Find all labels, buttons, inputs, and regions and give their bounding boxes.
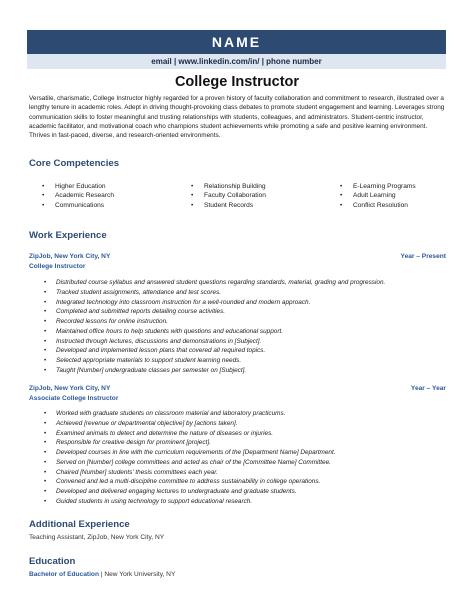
job-role: College Instructor [29, 263, 86, 270]
additional-experience-line: Teaching Assistant, ZipJob, New York City, NY [29, 534, 165, 541]
education-line [29, 571, 175, 578]
duty-item: • Tracked student assignments, attendance and test scores. [44, 288, 444, 298]
job-title: College Instructor [174, 74, 300, 90]
duty-item: • Achieved [revenue or departmental objective] by [actions taken]. [44, 419, 444, 429]
duty-item: • Chaired [Number] students' thesis committees each year. [44, 468, 444, 478]
duty-item: • Served on [Number] college committees and acted as chair of the [Committee Name] Committee. [44, 458, 444, 468]
duty-item: • Developed courses in line with the curriculum requirements of the [Department Name] Department. [44, 448, 444, 458]
job-employer: ZipJob, New York City, NY [29, 253, 111, 260]
competency-item: • Relationship Building [191, 182, 266, 191]
competency-column-3 [340, 182, 416, 210]
section-title-experience: Work Experience [29, 230, 107, 241]
duty-item: • Integrated technology into classroom instruction for a well-rounded and modern approach. [44, 298, 444, 308]
duty-item: • Maintained office hours to help students with questions and educational support. [44, 327, 444, 337]
job-dates: Year – Year [410, 385, 446, 392]
competency-item: • Conflict Resolution [340, 201, 416, 210]
duty-item: • Examined animals to detect and determine the nature of diseases or injuries. [44, 429, 444, 439]
contact-line: email | www.linkedin.com/in/ | phone number [27, 54, 446, 69]
competency-item: • Adult Learning [340, 191, 416, 200]
duty-item: • Instructed through lectures, discussions and demonstrations in [Subject]. [44, 337, 444, 347]
competency-item: • E-Learning Programs [340, 182, 416, 191]
section-title-competencies: Core Competencies [29, 158, 120, 169]
summary-paragraph: Versatile, charismatic, College Instructor highly regarded for a proven history of faculty collaboration and commitment to research, illustrated over a lengthy tenure in academic roles. Adept in driving thought-provoking class debates to promote student engagement and learning. Leverages strong communication skills to foster meaningful and trusting relationships with students, colleagues, and administrators. Student-centric instructor, academic facilitator, and motivational coach who champions student achievements while promoting a safe and positive learning environment. Thrives in fast-paced, diverse, and research-oriented environments. [29, 95, 445, 140]
duty-item: • Completed and submitted reports detailing course activities. [44, 307, 444, 317]
school-name: New York University, NY [104, 571, 176, 578]
duty-item: • Worked with graduate students on classroom material and laboratory practicums. [44, 409, 444, 419]
competency-item: • Academic Research [42, 191, 114, 200]
section-title-education: Education [29, 556, 76, 567]
competency-item: • Student Records [191, 201, 266, 210]
competency-item: • Faculty Collaboration [191, 191, 266, 200]
duty-item: • Distributed course syllabus and answered student questions regarding standards, material, grading and progression. [44, 278, 444, 288]
job-dates: Year – Present [400, 253, 446, 260]
duty-item: • Selected appropriate materials to support student learning needs. [44, 356, 444, 366]
section-title-additional: Additional Experience [29, 519, 130, 530]
job-employer: ZipJob, New York City, NY [29, 385, 111, 392]
duty-item: • Convened and led a multi-discipline committee to address sustainability in college operations. [44, 477, 444, 487]
competency-column-2 [191, 182, 266, 210]
competency-item: • Higher Education [42, 182, 114, 191]
name-banner: NAME [27, 30, 446, 54]
competency-item: • Communications [42, 201, 114, 210]
duty-item: • Guided students in using technology to support educational research. [44, 497, 444, 507]
duty-item: • Taught [Number] undergraduate classes per semester on [Subject]. [44, 366, 444, 376]
degree-name: Bachelor of Education [29, 571, 99, 578]
job-duties-list [44, 278, 444, 376]
competency-column-1 [42, 182, 114, 210]
duty-item: • Responsible for creative design for prominent [project]. [44, 438, 444, 448]
job-duties-list [44, 409, 444, 507]
duty-item: • Recorded lessons for online instruction. [44, 317, 444, 327]
duty-item: • Developed and delivered engaging lectures to undergraduate and graduate students. [44, 487, 444, 497]
education-separator: | [98, 571, 105, 578]
job-role: Associate College Instructor [29, 395, 119, 402]
duty-item: • Developed and implemented lesson plans that covered all required topics. [44, 346, 444, 356]
